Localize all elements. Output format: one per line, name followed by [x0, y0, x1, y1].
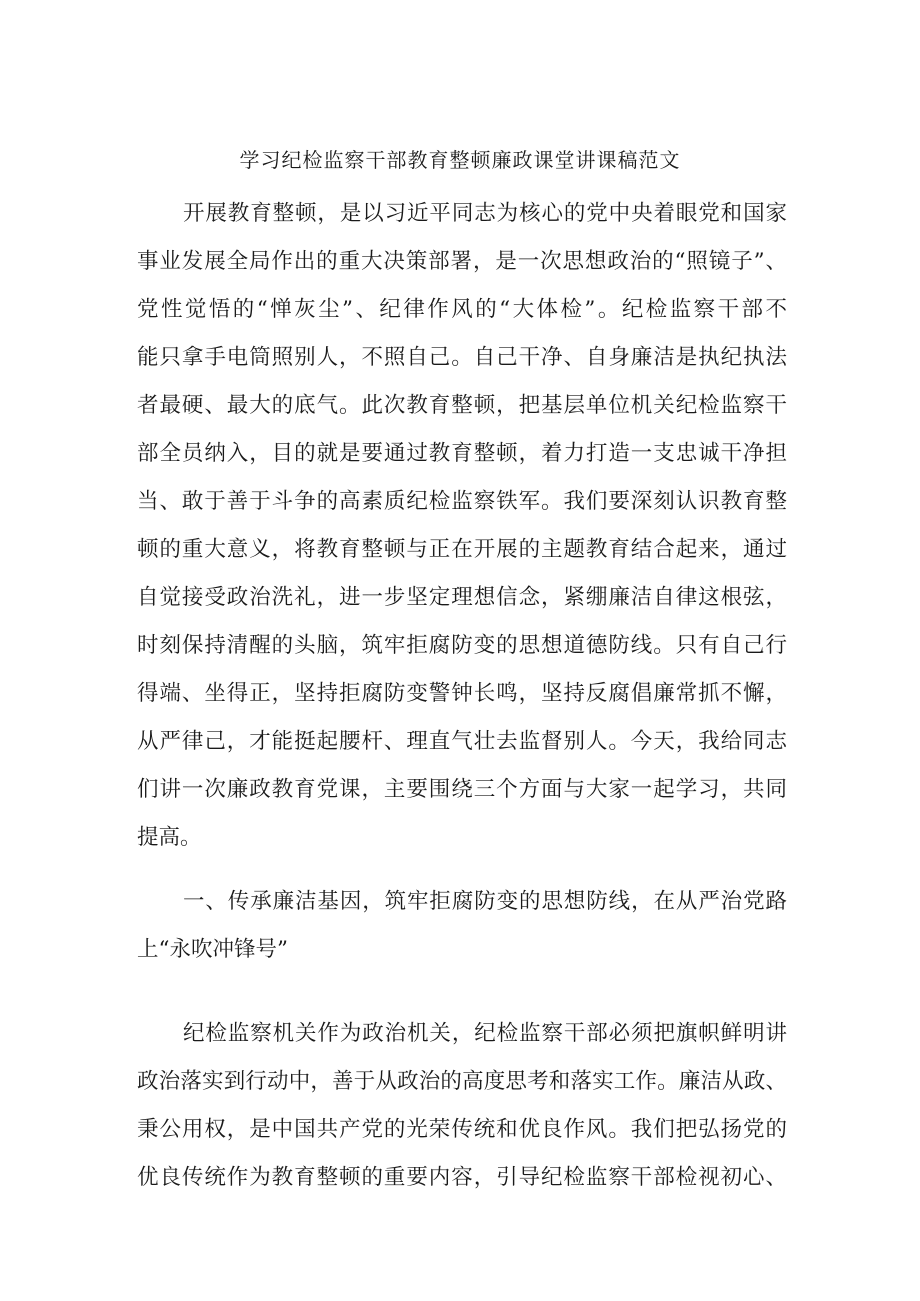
- paragraph-line: 政治落实到行动中，善于从政治的高度思考和落实工作。廉洁从政、: [137, 1069, 787, 1094]
- paragraph-line: 纪检监察机关作为政治机关，纪检监察干部必须把旗帜鲜明讲: [183, 1021, 787, 1046]
- paragraph-line: 从严律己，才能挺起腰杆、理直气壮去监督别人。今天，我给同志: [137, 729, 787, 754]
- section-heading-1: [137, 878, 787, 974]
- paragraph-line: 开展教育整顿，是以习近平同志为核心的党中央着眼党和国家: [183, 201, 787, 226]
- paragraph-line: 优良传统作为教育整顿的重要内容，引导纪检监察干部检视初心、: [137, 1165, 787, 1190]
- paragraph-line: 顿的重大意义，将教育整顿与正在开展的主题教育结合起来，通过: [137, 537, 787, 562]
- paragraph-line: 党性觉悟的“惮灰尘”、纪律作风的“大体检”。纪检监察干部不: [137, 297, 787, 322]
- paragraph-line: 提高。: [137, 825, 202, 850]
- paragraph-line: 部全员纳入，目的就是要通过教育整顿，着力打造一支忠诚干净担: [137, 441, 787, 466]
- paragraph-intro: [137, 190, 787, 862]
- paragraph-line: 们讲一次廉政教育党课，主要围绕三个方面与大家一起学习，共同: [137, 777, 787, 802]
- paragraph-line: 者最硬、最大的底气。此次教育整顿，把基层单位机关纪检监察干: [137, 393, 787, 418]
- paragraph-line: 秉公用权，是中国共产党的光荣传统和优良作风。我们把弘扬党的: [137, 1117, 787, 1142]
- heading-line: 一、传承廉洁基因，筑牢拒腐防变的思想防线，在从严治党路: [183, 889, 787, 914]
- paragraph-line: 得端、坐得正，坚持拒腐防变警钟长鸣，坚持反腐倡廉常抓不懈，: [137, 681, 787, 706]
- heading-line: 上“永吹冲锋号”: [137, 937, 288, 962]
- paragraph-line: 自觉接受政治洗礼，进一步坚定理想信念，紧绷廉洁自律这根弦，: [137, 585, 787, 610]
- document-title: 学习纪检监察干部教育整顿廉政课堂讲课稿范文: [239, 148, 681, 172]
- paragraph-section-1: [137, 1010, 787, 1202]
- paragraph-line: 能只拿手电筒照别人，不照自己。自己干净、自身廉洁是执纪执法: [137, 345, 787, 370]
- paragraph-line: 时刻保持清醒的头脑，筑牢拒腐防变的思想道德防线。只有自己行: [137, 633, 787, 658]
- paragraph-line: 当、敢于善于斗争的高素质纪检监察铁军。我们要深刻认识教育整: [137, 489, 787, 514]
- paragraph-line: 事业发展全局作出的重大决策部署，是一次思想政治的“照镜子”、: [137, 249, 787, 274]
